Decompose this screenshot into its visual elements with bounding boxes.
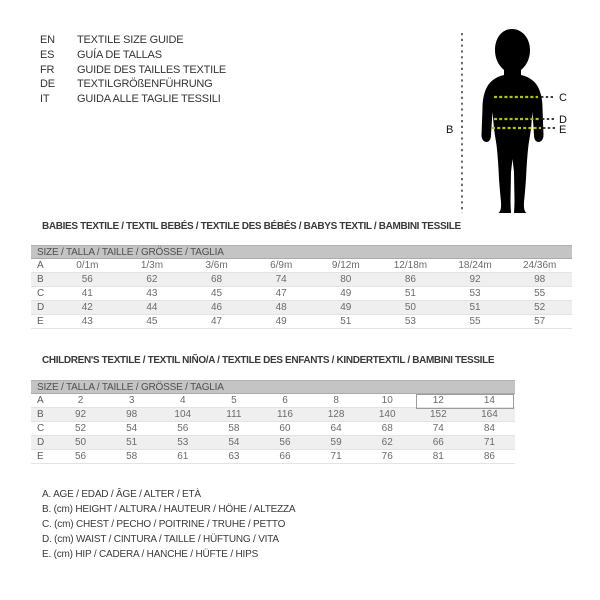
table-cell: 98: [126, 409, 138, 420]
language-row: [40, 48, 226, 63]
language-code: DE: [40, 78, 55, 91]
table-row: [31, 287, 572, 301]
table-cell: 42: [81, 302, 93, 313]
table-cell: 47: [211, 316, 223, 327]
language-code: ES: [40, 49, 55, 62]
language-row: [40, 33, 226, 48]
row-label: B: [37, 274, 44, 285]
language-code: FR: [40, 63, 55, 76]
table-cell: 48: [275, 302, 287, 313]
table-cell: 68: [211, 274, 223, 285]
table-cell: 43: [146, 288, 158, 299]
children-size-header: SIZE / TALLA / TAILLE / GRÖSSE / TAGLIA: [31, 380, 515, 394]
row-label: D: [37, 437, 45, 448]
table-cell: 12: [432, 395, 444, 406]
babies-size-header: SIZE / TALLA / TAILLE / GRÖSSE / TAGLIA: [31, 245, 572, 259]
table-cell: 45: [146, 316, 158, 327]
table-cell: 74: [275, 274, 287, 285]
table-cell: 4: [179, 395, 186, 406]
table-cell: 64: [330, 423, 342, 434]
table-row: [31, 450, 515, 464]
table-cell: 92: [469, 274, 481, 285]
children-size-table: [31, 380, 515, 464]
waist-label: D: [559, 114, 567, 126]
babies-size-table: [31, 245, 572, 329]
table-cell: 56: [74, 451, 87, 462]
table-cell: 53: [177, 437, 189, 448]
table-cell: 44: [146, 302, 158, 313]
language-title: GUIDE DES TAILLES TEXTILE: [77, 63, 227, 76]
babies-section-title: BABIES TEXTILE / TEXTIL BEBÉS / TEXTILE DES BÉBÉS / BABYS TEXTIL / BAMBINI TESSILE: [42, 221, 461, 232]
table-cell: 6/9m: [270, 260, 293, 271]
table-cell: 62: [146, 274, 158, 285]
babies-table-body: [31, 259, 572, 329]
table-cell: 52: [534, 302, 546, 313]
language-title: TEXTILE SIZE GUIDE: [77, 34, 184, 47]
row-label: E: [37, 451, 44, 462]
table-cell: 128: [327, 409, 345, 420]
table-row: [31, 259, 572, 273]
table-cell: 10: [381, 395, 393, 406]
table-cell: 14: [483, 395, 495, 406]
table-row: [31, 422, 515, 436]
table-cell: 63: [228, 451, 240, 462]
table-cell: 54: [126, 423, 138, 434]
row-label: A: [37, 395, 44, 406]
table-cell: 8: [333, 395, 339, 406]
legend-waist: D. (cm) WAIST / CINTURA / TAILLE / HÜFTUNG / VITA: [42, 534, 279, 545]
table-cell: 55: [534, 288, 546, 299]
table-cell: 24/36m: [523, 260, 557, 271]
child-silhouette-diagram: [440, 18, 596, 230]
table-cell: 60: [279, 423, 291, 434]
table-cell: 92: [74, 409, 87, 420]
legend-age: A. AGE / EDAD / ÂGE / ALTER / ETÀ: [42, 489, 201, 500]
table-cell: 51: [404, 288, 416, 299]
measure-legend: [42, 487, 295, 562]
legend-height: B. (cm) HEIGHT / ALTURA / HAUTEUR / HÖHE / ALTEZZA: [42, 504, 296, 515]
legend-hip: E. (cm) HIP / CADERA / HANCHE / HÜFTE / HIPS: [42, 549, 259, 560]
table-cell: 56: [81, 274, 93, 285]
table-cell: 58: [126, 451, 138, 462]
language-row: [40, 77, 226, 92]
table-cell: 56: [177, 423, 189, 434]
table-cell: 86: [483, 451, 495, 462]
table-cell: 76: [381, 451, 393, 462]
table-cell: 49: [340, 288, 352, 299]
row-label: C: [37, 288, 45, 299]
language-title: GUÍA DE TALLAS: [77, 49, 162, 62]
table-cell: 12/18m: [393, 260, 428, 271]
table-cell: 47: [275, 288, 287, 299]
table-cell: 43: [81, 316, 93, 327]
table-cell: 9/12m: [331, 260, 360, 271]
table-cell: 53: [469, 288, 481, 299]
table-cell: 98: [534, 274, 546, 285]
table-cell: 18/24m: [458, 260, 492, 271]
row-label: B: [37, 409, 44, 420]
table-cell: 86: [404, 274, 416, 285]
table-cell: 49: [340, 302, 352, 313]
table-cell: 68: [381, 423, 393, 434]
table-cell: 49: [275, 316, 287, 327]
table-cell: 152: [429, 409, 447, 420]
language-code: EN: [40, 34, 55, 47]
table-cell: 164: [481, 409, 498, 420]
table-cell: 57: [534, 316, 546, 327]
language-list: [40, 33, 226, 106]
language-title: TEXTILGRÖßENFÜHRUNG: [77, 78, 213, 91]
table-cell: 62: [381, 437, 393, 448]
row-label: A: [37, 260, 44, 271]
table-cell: 51: [469, 302, 481, 313]
height-label: B: [446, 124, 454, 136]
chest-label: C: [559, 92, 567, 104]
table-cell: 51: [340, 316, 352, 327]
table-cell: 54: [228, 437, 240, 448]
language-row: [40, 92, 226, 107]
table-cell: 104: [174, 409, 192, 420]
table-cell: 61: [177, 451, 189, 462]
table-cell: 3/6m: [205, 260, 228, 271]
table-cell: 84: [483, 423, 495, 434]
children-section-title: CHILDREN'S TEXTILE / TEXTIL NIÑO/A / TEXTILE DES ENFANTS / KINDERTEXTIL / BAMBINI TESSILE: [42, 355, 495, 366]
table-row: [31, 315, 572, 329]
table-cell: 51: [126, 437, 138, 448]
table-cell: 140: [378, 409, 396, 420]
table-cell: 71: [483, 437, 495, 448]
table-cell: 56: [279, 437, 291, 448]
table-cell: 111: [226, 409, 242, 420]
row-label: E: [37, 316, 44, 327]
table-row: [31, 436, 515, 450]
table-cell: 5: [231, 395, 237, 406]
language-title: GUIDA ALLE TAGLIE TESSILI: [77, 93, 221, 106]
table-cell: 66: [432, 437, 444, 448]
table-cell: 0/1m: [76, 260, 99, 271]
table-cell: 1/3m: [140, 260, 164, 271]
table-cell: 80: [340, 274, 352, 285]
legend-chest: C. (cm) CHEST / PECHO / POITRINE / TRUHE / PETTO: [42, 519, 286, 530]
table-cell: 74: [432, 423, 444, 434]
row-label: C: [37, 423, 45, 434]
table-cell: 55: [469, 316, 481, 327]
table-cell: 59: [330, 437, 342, 448]
table-cell: 71: [330, 451, 342, 462]
row-label: D: [37, 302, 45, 313]
table-row: [31, 301, 572, 315]
table-cell: 53: [404, 316, 416, 327]
table-cell: 41: [81, 288, 93, 299]
table-cell: 46: [211, 302, 223, 313]
table-cell: 50: [404, 302, 416, 313]
table-cell: 3: [128, 395, 135, 406]
table-cell: 45: [211, 288, 223, 299]
table-cell: 81: [432, 451, 444, 462]
table-row: [31, 273, 572, 287]
language-code: IT: [40, 93, 50, 106]
measurement-figure: [440, 18, 596, 230]
table-cell: 6: [282, 395, 288, 406]
table-cell: 2: [77, 395, 84, 406]
hip-label: E: [559, 124, 567, 136]
table-cell: 50: [74, 437, 87, 448]
language-row: [40, 62, 226, 77]
child-silhouette: [482, 29, 544, 213]
table-cell: 58: [228, 423, 240, 434]
table-row: [31, 408, 515, 422]
table-cell: 52: [74, 423, 87, 434]
table-cell: 66: [279, 451, 291, 462]
children-table-body: [31, 394, 515, 464]
table-cell: 116: [277, 409, 293, 420]
table-row: [31, 394, 515, 408]
